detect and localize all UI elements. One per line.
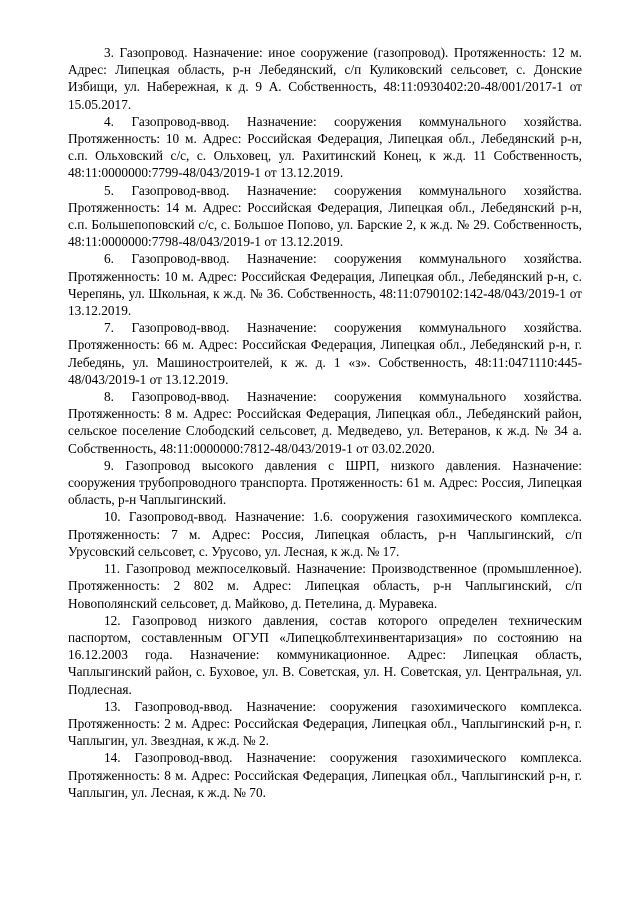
list-item-7: 7. Газопровод-ввод. Назначение: сооружения коммунального хозяйства. Протяженность: 66 м. Адрес: Российская Федерация, Липецкая обл., Лебедянский р-н, г. Лебедянь, ул. Машиностроителей, к ж. д. 1 «з». Собственность, 48:11:0471110:445-48/043/2019-1 от 13.12.2019.: [68, 320, 582, 387]
list-item-11: 11. Газопровод межпоселковый. Назначение: Производственное (промышленное). Протяженность: 2 802 м. Адрес: Липецкая область, р-н Чаплыгинский, с/п Новополянский сельсовет, д. Майково, д. Петелина, д. Муравека.: [68, 561, 582, 611]
list-item-8: 8. Газопровод-ввод. Назначение: сооружения коммунального хозяйства. Протяженность: 8 м. Адрес: Российская Федерация, Липецкая обл., Лебедянский район, сельское поселение Слободский сельсовет, д. Медведево, ул. Ветеранов, к ж.д. № 34 а. Собственность, 48:11:0000000:7812-48/043/2019-1 от 03.02.2020.: [68, 389, 582, 456]
list-item-4: 4. Газопровод-ввод. Назначение: сооружения коммунального хозяйства. Протяженность: 10 м. Адрес: Российская Федерация, Липецкая обл., Лебедянский р-н, с.п. Ольховский с/с, с. Ольховец, ул. Рахитинский Конец, к ж.д. 11 Собственность, 48:11:0000000:7799-48/043/2019-1 от 13.12.2019.: [68, 113, 582, 181]
list-item-3: 3. Газопровод. Назначение: иное сооружение (газопровод). Протяженность: 12 м. Адрес: Липецкая область, р-н Лебедянский, с/п Куликовский сельсовет, с. Донские Избищи, ул. Набережная, к д. 9 А. Собственность, 48:11:0930402:20-48/001/2017-1 от 15.05.2017.: [68, 45, 582, 112]
list-item-14: 14. Газопровод-ввод. Назначение: сооружения газохимического комплекса. Протяженность: 8 м. Адрес: Российская Федерация, Липецкая обл., Чаплыгинский р-н, г. Чаплыгин, ул. Лесная, к ж.д. № 70.: [68, 750, 582, 800]
list-item-10: 10. Газопровод-ввод. Назначение: 1.6. сооружения газохимического комплекса. Протяженность: 7 м. Адрес: Россия, Липецкая область, р-н Чаплыгинский, с/п Урусовский сельсовет, с. Урусово, ул. Лесная, к ж.д. № 17.: [68, 509, 582, 559]
list-item-6: 6. Газопровод-ввод. Назначение: сооружения коммунального хозяйства. Протяженность: 10 м. Адрес: Российская Федерация, Липецкая обл., Лебедянский р-н, с. Черепянь, ул. Школьная, к ж.д. № 36. Собственность, 48:11:0790102:142-48/043/2019-1 от 13.12.2019.: [68, 251, 582, 319]
list-item-9: 9. Газопровод высокого давления с ШРП, низкого давления. Назначение: сооружения трубопроводного транспорта. Протяженность: 61 м. Адрес: Россия, Липецкая область, р-н Чаплыгинский.: [68, 457, 582, 508]
list-item-13: 13. Газопровод-ввод. Назначение: сооружения газохимического комплекса. Протяженность: 2 м. Адрес: Российская Федерация, Липецкая обл., Чаплыгинский р-н, г. Чаплыгин, ул. Звездная, к ж.д. № 2.: [68, 698, 582, 749]
list-item-5: 5. Газопровод-ввод. Назначение: сооружения коммунального хозяйства. Протяженность: 14 м. Адрес: Российская Федерация, Липецкая обл., Лебедянский р-н, с.п. Большепоповский с/с, с. Большое Попово, ул. Барские 2, к ж.д. № 29. Собственность, 48:11:0000000:7798-48/043/2019-1 от 13.12.2019.: [68, 182, 582, 250]
document-page: [68, 44, 582, 801]
list-item-12: 12. Газопровод низкого давления, состав которого определен техническим паспортом, составленным ОГУП «Липецкоблтехинвентаризация» по состоянию на 16.12.2003 года. Назначение: коммуникационное. Адрес: Липецкая область, Чаплыгинский район, с. Буховое, ул. В. Советская, ул. Н. Советская, ул. Центральная, ул. Подлесная.: [68, 612, 582, 697]
